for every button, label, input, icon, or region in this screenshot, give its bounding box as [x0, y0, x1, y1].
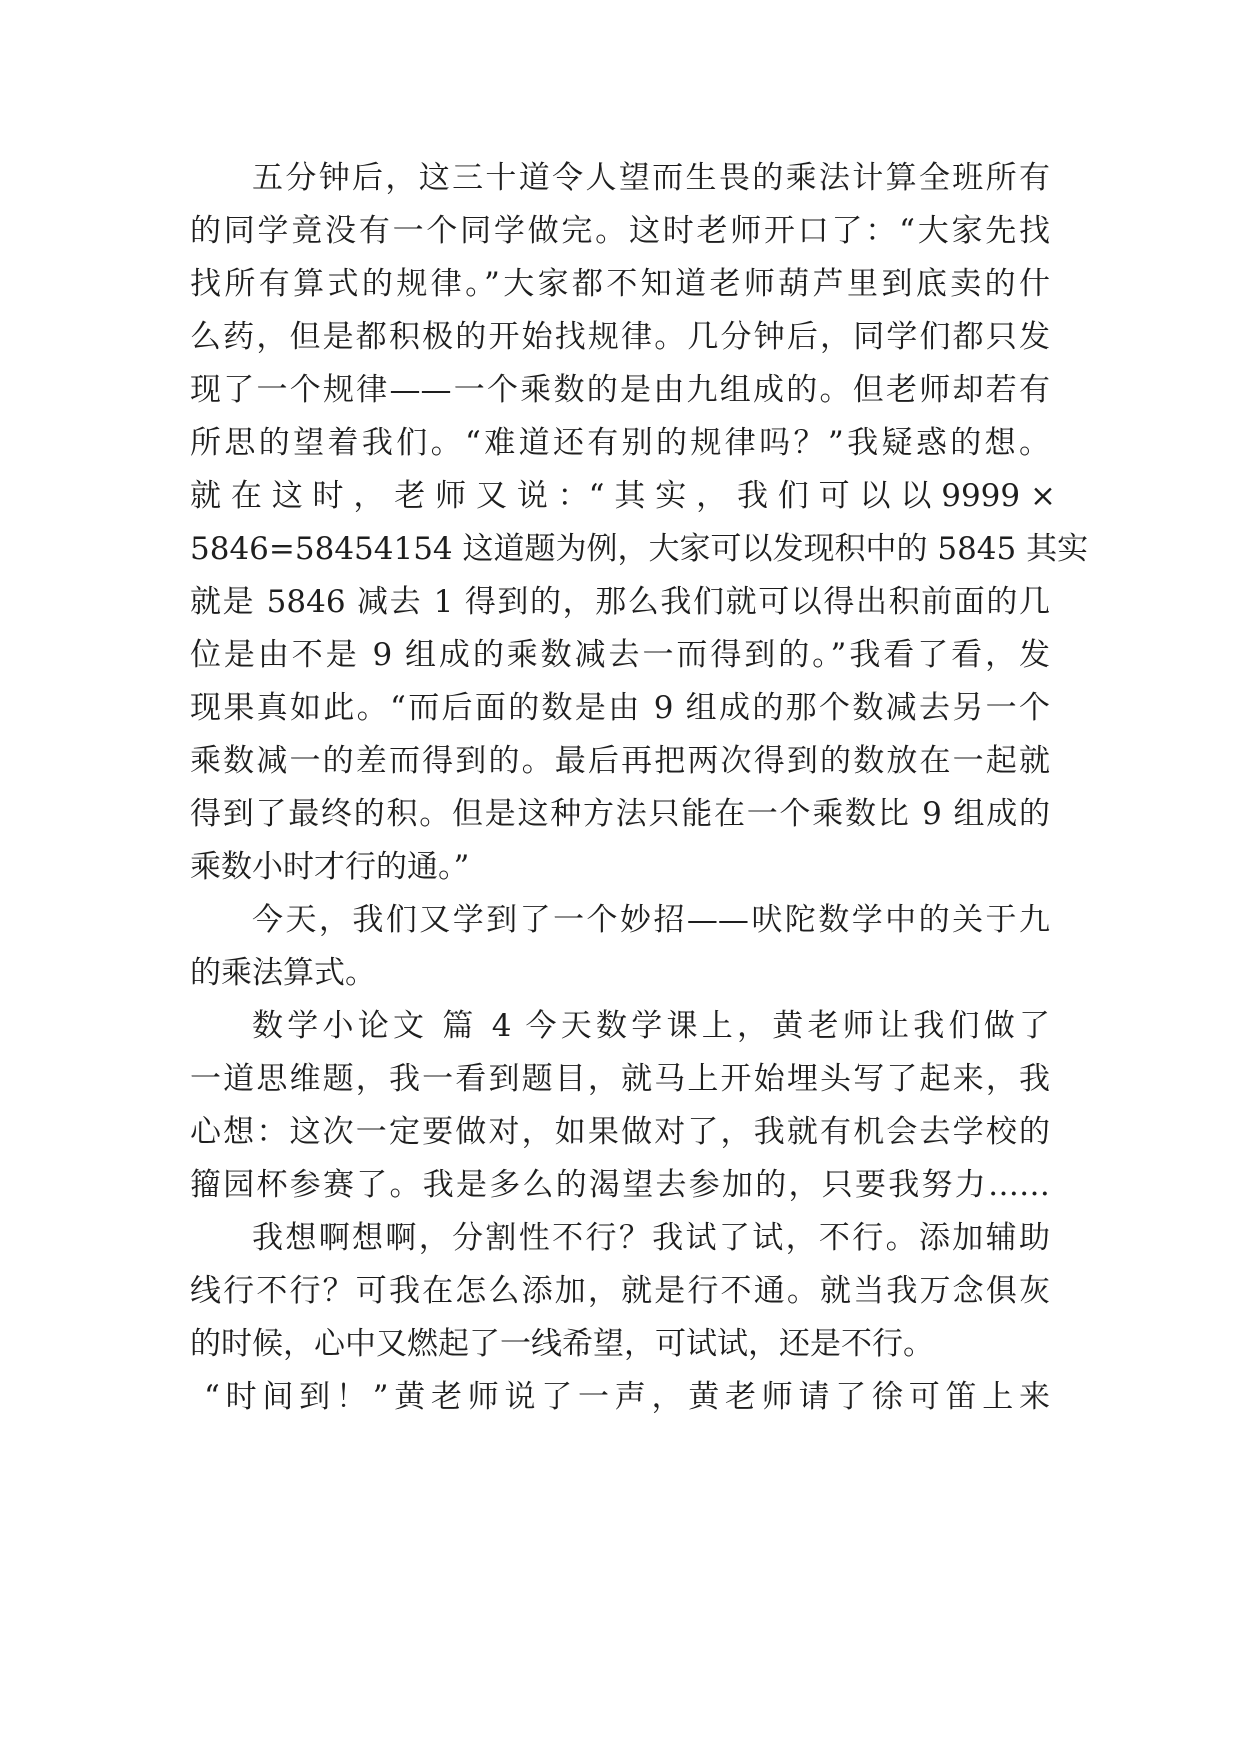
text-line: 就是 5846 减去 1 得到的，那么我们就可以得出积前面的几 [190, 584, 1050, 620]
text-line: 5846=58454154 这道题为例，大家可以发现积中的 5845 其实 [190, 531, 1089, 567]
text-line: 一道思维题，我一看到题目，就马上开始埋头写了起来，我 [190, 1061, 1050, 1097]
text-line: 籀园杯参赛了。我是多么的渴望去参加的，只要我努力…… [190, 1167, 1050, 1203]
section-heading-line: 数学小论文 篇 4 今天数学课上，黄老师让我们做了 [252, 1008, 1050, 1044]
text-line: 乘数小时才行的通。” [190, 849, 470, 885]
text-line: 我想啊想啊，分割性不行？我试了试，不行。添加辅助 [252, 1220, 1050, 1256]
text-line: 找所有算式的规律。”大家都不知道老师葫芦里到底卖的什 [190, 266, 1050, 302]
text-line: 的同学竟没有一个同学做完。这时老师开口了：“大家先找 [190, 213, 1050, 249]
text-line: 就 在 这 时 ， 老 师 又 说 ：“ 其 实 ， 我 们 可 以 以 9999 × [190, 478, 1056, 514]
text-line: 位是由不是 9 组成的乘数减去一而得到的。”我看了看，发 [190, 637, 1050, 673]
text-line: 所思的望着我们。“难道还有别的规律吗？”我疑惑的想。 [190, 425, 1050, 461]
text-line: 现了一个规律——一个乘数的是由九组成的。但老师却若有 [190, 372, 1050, 408]
text-line: 五分钟后，这三十道令人望而生畏的乘法计算全班所有 [252, 160, 1050, 196]
text-line: 的时候，心中又燃起了一线希望，可试试，还是不行。 [190, 1326, 934, 1362]
text-line: 今天，我们又学到了一个妙招——吠陀数学中的关于九 [252, 902, 1050, 938]
text-line: 么药，但是都积极的开始找规律。几分钟后，同学们都只发 [190, 319, 1050, 355]
text-line: 线行不行？可我在怎么添加，就是行不通。就当我万念俱灰 [190, 1273, 1050, 1309]
text-line: “时间到！”黄老师说了一声，黄老师请了徐可笛上来 [204, 1379, 1050, 1415]
text-line: 的乘法算式。 [190, 955, 376, 991]
text-line: 得到了最终的积。但是这种方法只能在一个乘数比 9 组成的 [190, 796, 1050, 832]
text-line: 现果真如此。“而后面的数是由 9 组成的那个数减去另一个 [190, 690, 1050, 726]
text-line: 乘数减一的差而得到的。最后再把两次得到的数放在一起就 [190, 743, 1050, 779]
text-line: 心想：这次一定要做对，如果做对了，我就有机会去学校的 [190, 1114, 1050, 1150]
